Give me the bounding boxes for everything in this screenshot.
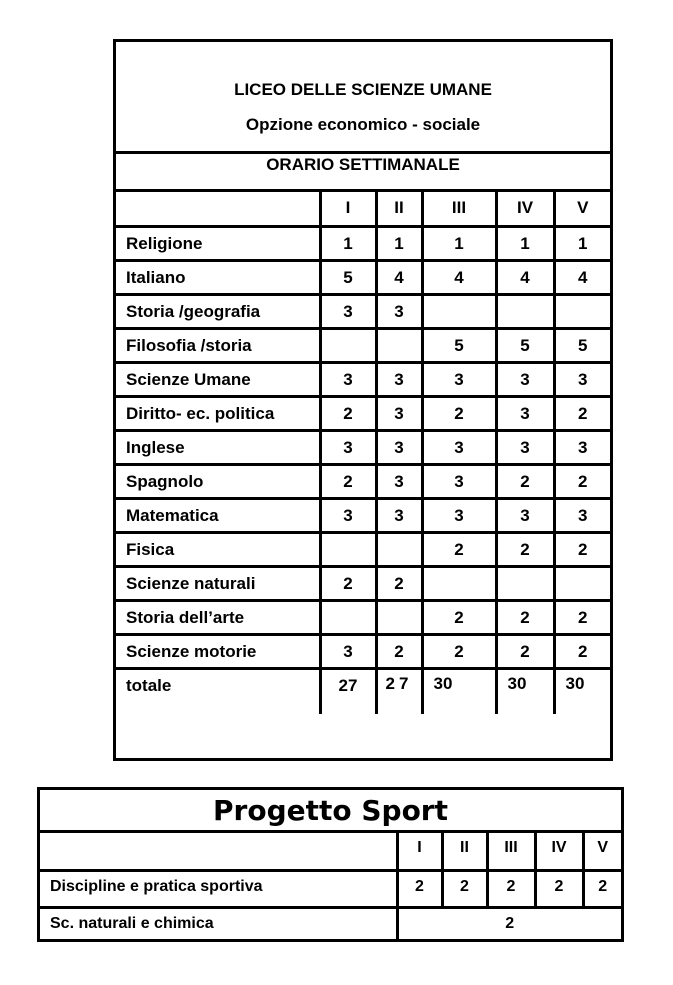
table-row	[40, 870, 621, 907]
subject-name-cell: Scienze motorie	[116, 634, 320, 668]
table-row	[116, 498, 610, 532]
sport-project-table	[37, 787, 624, 942]
subject-name-cell: Storia /geografia	[116, 294, 320, 328]
hours-cell: 3	[496, 396, 554, 430]
hours-cell: 1	[320, 226, 376, 260]
school-title: LICEO DELLE SCIENZE UMANE	[234, 80, 492, 99]
year-header-cell: I	[320, 192, 376, 226]
subject-name-cell: Fisica	[116, 532, 320, 566]
subject-name-cell: Discipline e pratica sportiva	[40, 870, 397, 907]
hours-cell: 3	[496, 498, 554, 532]
subject-name-cell: Scienze naturali	[116, 566, 320, 600]
hours-cell: 1	[554, 226, 610, 260]
table-row	[116, 192, 610, 226]
hours-cell: 3	[422, 430, 496, 464]
table-row	[116, 600, 610, 634]
subject-name-cell: Matematica	[116, 498, 320, 532]
hours-cell: 2	[422, 600, 496, 634]
hours-cell: 2	[320, 566, 376, 600]
hours-cell: 2	[583, 870, 621, 907]
hours-cell: 2	[554, 396, 610, 430]
year-header-cell: IV	[496, 192, 554, 226]
total-hours-cell: 30	[554, 668, 610, 714]
hours-cell: 4	[496, 260, 554, 294]
hours-cell	[376, 532, 422, 566]
hours-cell	[376, 328, 422, 362]
hours-cell: 3	[376, 498, 422, 532]
hours-cell	[496, 294, 554, 328]
hours-cell	[554, 566, 610, 600]
hours-cell: 3	[376, 362, 422, 396]
weekly-schedule-table	[113, 39, 613, 761]
hours-cell	[422, 566, 496, 600]
hours-cell: 4	[422, 260, 496, 294]
subject-name-cell: Scienze Umane	[116, 362, 320, 396]
hours-cell: 2	[496, 532, 554, 566]
hours-cell: 3	[320, 362, 376, 396]
hours-cell: 5	[554, 328, 610, 362]
hours-cell: 3	[376, 396, 422, 430]
header-blank-cell	[40, 833, 397, 870]
subject-name-cell: Sc. naturali e chimica	[40, 907, 397, 942]
year-header-cell: III	[422, 192, 496, 226]
hours-cell: 4	[554, 260, 610, 294]
hours-cell: 3	[320, 430, 376, 464]
hours-cell: 1	[376, 226, 422, 260]
hours-cell: 3	[376, 294, 422, 328]
hours-cell: 2	[554, 634, 610, 668]
hours-cell: 2	[422, 532, 496, 566]
hours-cell: 3	[496, 430, 554, 464]
year-header-cell: II	[376, 192, 422, 226]
hours-cell: 2	[487, 870, 535, 907]
year-header-cell: V	[583, 833, 621, 870]
hours-cell	[320, 328, 376, 362]
total-hours-cell: 27	[376, 668, 422, 714]
hours-cell: 2	[422, 396, 496, 430]
hours-cell	[376, 600, 422, 634]
hours-cell: 3	[422, 498, 496, 532]
table-row	[40, 833, 621, 870]
hours-cell: 2	[496, 634, 554, 668]
hours-cell: 1	[422, 226, 496, 260]
hours-cell: 2	[422, 634, 496, 668]
section-title: ORARIO SETTIMANALE	[116, 154, 610, 192]
hours-cell: 5	[496, 328, 554, 362]
hours-cell: 3	[422, 362, 496, 396]
hours-cell	[320, 600, 376, 634]
sport-grid	[40, 833, 621, 942]
table-row	[116, 294, 610, 328]
subject-name-cell: Storia dell’arte	[116, 600, 320, 634]
school-option: Opzione economico - sociale	[245, 115, 481, 134]
hours-cell: 3	[320, 294, 376, 328]
total-hours-cell: 30	[422, 668, 496, 714]
hours-cell: 3	[376, 464, 422, 498]
table-row	[116, 362, 610, 396]
table-row	[116, 634, 610, 668]
table-row	[116, 464, 610, 498]
table-header	[116, 42, 610, 154]
schedule-grid	[116, 192, 610, 714]
table-row	[116, 566, 610, 600]
subject-name-cell: Religione	[116, 226, 320, 260]
hours-cell: 5	[422, 328, 496, 362]
table-row	[116, 226, 610, 260]
hours-cell: 3	[554, 430, 610, 464]
hours-cell: 3	[554, 362, 610, 396]
hours-cell: 1	[496, 226, 554, 260]
hours-cell: 2	[496, 464, 554, 498]
year-header-cell: I	[397, 833, 442, 870]
hours-cell: 2	[554, 464, 610, 498]
table-row	[116, 396, 610, 430]
hours-cell: 2	[376, 634, 422, 668]
hours-cell: 3	[554, 498, 610, 532]
hours-cell	[320, 532, 376, 566]
table-row	[116, 430, 610, 464]
hours-cell: 3	[496, 362, 554, 396]
year-header-cell: V	[554, 192, 610, 226]
hours-cell: 2	[320, 396, 376, 430]
hours-cell: 3	[376, 430, 422, 464]
total-label-cell: totale	[116, 668, 320, 714]
table-row	[116, 260, 610, 294]
sport-title: Progetto Sport	[40, 790, 621, 833]
hours-cell	[422, 294, 496, 328]
table-row	[116, 328, 610, 362]
hours-cell	[496, 566, 554, 600]
year-header-cell: II	[442, 833, 487, 870]
table-row	[40, 907, 621, 942]
hours-cell: 2	[554, 600, 610, 634]
hours-cell: 2	[442, 870, 487, 907]
hours-cell: 3	[422, 464, 496, 498]
hours-cell: 5	[320, 260, 376, 294]
subject-name-cell: Spagnolo	[116, 464, 320, 498]
hours-cell: 2	[376, 566, 422, 600]
hours-cell: 2	[535, 870, 583, 907]
hours-cell: 3	[320, 634, 376, 668]
hours-cell: 2	[496, 600, 554, 634]
hours-cell: 3	[320, 498, 376, 532]
hours-cell	[554, 294, 610, 328]
subject-name-cell: Filosofia /storia	[116, 328, 320, 362]
total-hours-cell: 27	[320, 668, 376, 714]
total-row	[116, 668, 610, 714]
year-header-cell: IV	[535, 833, 583, 870]
hours-cell: 2	[554, 532, 610, 566]
subject-name-cell: Italiano	[116, 260, 320, 294]
subject-name-cell: Inglese	[116, 430, 320, 464]
total-hours-cell: 30	[496, 668, 554, 714]
merged-hours-cell: 2	[397, 907, 621, 942]
hours-cell: 2	[397, 870, 442, 907]
header-blank-cell	[116, 192, 320, 226]
hours-cell: 4	[376, 260, 422, 294]
subject-name-cell: Diritto- ec. politica	[116, 396, 320, 430]
year-header-cell: III	[487, 833, 535, 870]
table-row	[116, 532, 610, 566]
hours-cell: 2	[320, 464, 376, 498]
